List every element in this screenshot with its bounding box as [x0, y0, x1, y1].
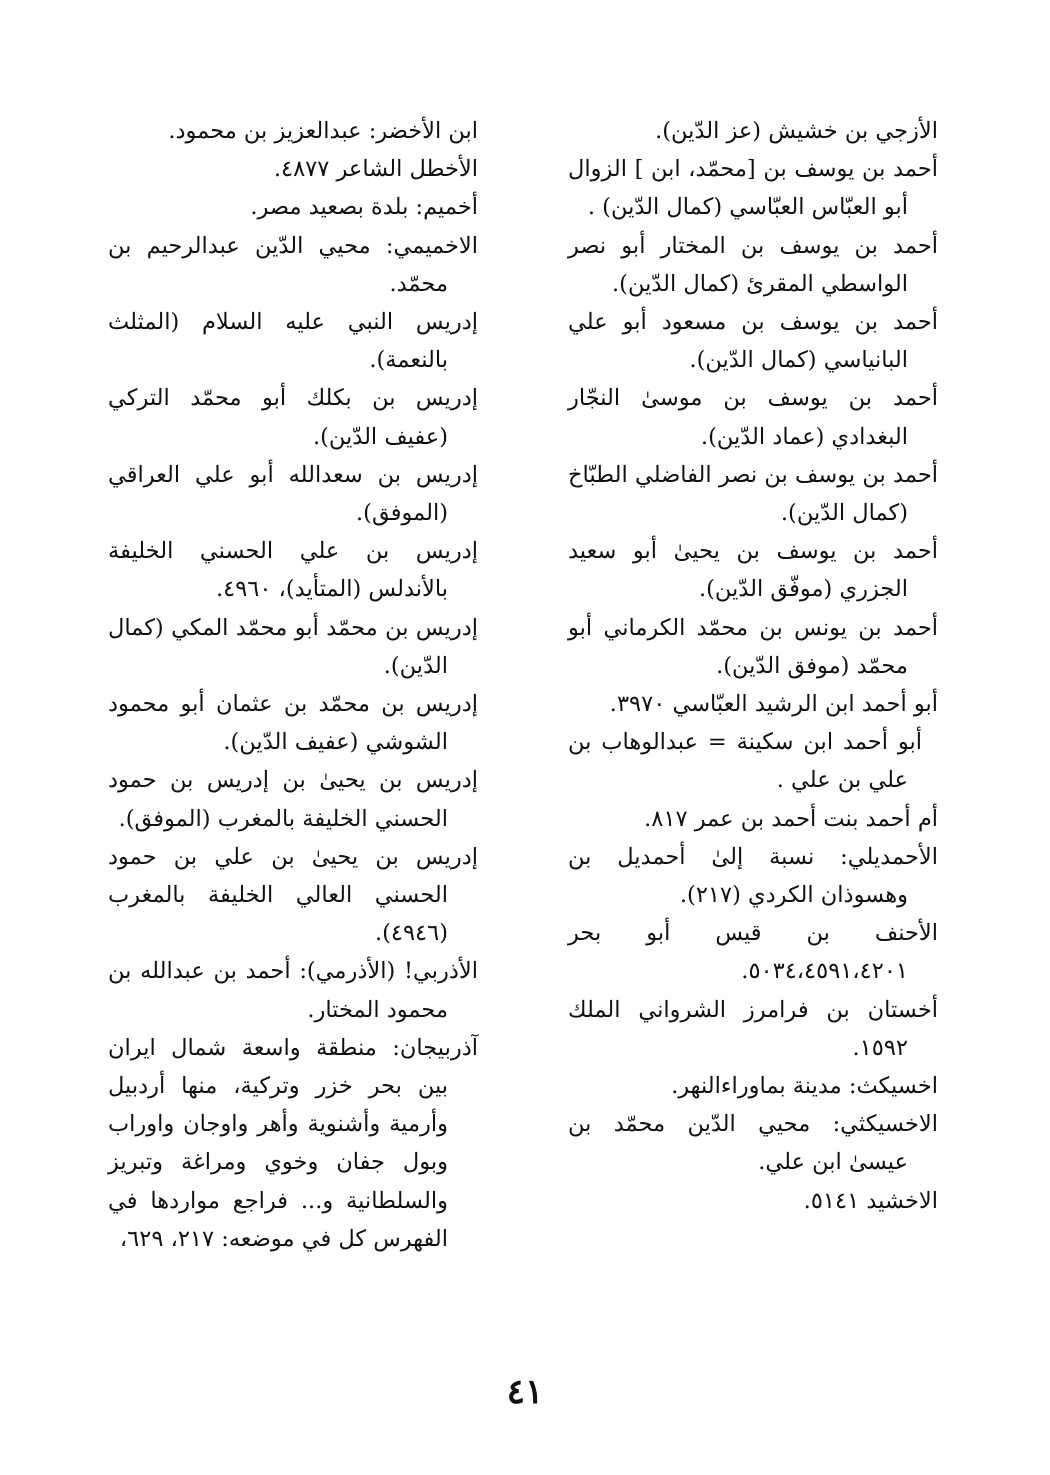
index-entry: الأخطل الشاعر ٤٨٧٧.	[273, 156, 478, 183]
index-entry: إدريس بن سعدالله أبو علي العراقي (الموفق).	[108, 461, 478, 527]
index-entry: إدريس بن يحيىٰ بن علي بن حمود الحسني العالي الخليفة بالمغرب (٤٩٤٦).	[108, 843, 478, 947]
index-entry: أبو أحمد ابن سكينة = عبدالوهاب بن علي بن علي .	[568, 729, 922, 794]
index-entry: الأذربي! (الأذرمي): أحمد بن عبدالله بن محمود المختار.	[108, 958, 478, 1023]
index-entry: إدريس بن محمّد أبو محمّد المكي (كمال الدّين).	[108, 614, 478, 679]
index-entry: الأحنف بن قيس أبو بحر ٥٠٣٤،٤٥٩١،٤٢٠١.	[568, 920, 938, 985]
index-entry: الاخشيد ٥١٤١.	[803, 1187, 938, 1214]
index-entry: ابن الأخضر: عبدالعزيز بن محمود.	[168, 118, 478, 144]
index-entry: إدريس بن علي الحسني الخليفة بالأندلس (المتأيد)، ٤٩٦٠.	[108, 538, 478, 603]
index-entry: أبو أحمد ابن الرشيد العبّاسي ٣٩٧٠.	[609, 691, 938, 718]
index-entry: أخميم: بلدة بصعيد مصر.	[250, 194, 478, 221]
index-entry: الأزجي بن خشيش (عز الدّين).	[655, 118, 938, 144]
left-column	[108, 112, 478, 1258]
page-number: ٤١	[506, 1372, 544, 1412]
right-column	[568, 112, 938, 1220]
index-entry: أحمد بن يونس بن محمّد الكرماني أبو محمّد (موفق الدّين).	[568, 614, 938, 679]
index-entry: أحمد بن يوسف بن يحيىٰ أبو سعيد الجزري (موفّق الدّين).	[568, 538, 938, 603]
index-entry: إدريس بن محمّد بن عثمان أبو محمود الشوشي (عفيف الدّين).	[108, 691, 478, 756]
index-entry: إدريس بن بكلك أبو محمّد التركي (عفيف الدّين).	[108, 385, 478, 450]
index-entry: أحمد بن يوسف بن المختار أبو نصر الواسطي المقرئ (كمال الدّين).	[568, 232, 938, 297]
index-entry: الأحمديلي: نسبة إلىٰ أحمديل بن وهسوذان الكردي (٢١٧).	[568, 843, 938, 909]
index-entry: آذربيجان: منطقة واسعة شمال ايران بين بحر خزر وتركية، منها أردبيل وأرمية وأشنوية وأهر واوجان واوراب وبول جفان وخوي ومراغة وتبريز والسلطانية و... فراجع مواردها في الفهرس كل في موضعه: ٢١٧، ٦٢٩،	[108, 1034, 478, 1252]
index-entry: اخسيكث: مدينة بماوراءالنهر.	[671, 1073, 938, 1100]
index-entry: أحمد بن يوسف بن موسىٰ النجّار البغدادي (عماد الدّين).	[568, 385, 938, 450]
index-entry: إدريس النبي عليه السلام (المثلث بالنعمة).	[108, 309, 478, 374]
index-entry: أحمد بن يوسف بن [محمّد، ابن ] الزوال أبو العبّاس العبّاسي (كمال الدّين) .	[568, 156, 938, 221]
index-entry: الاخميمي: محيي الدّين عبدالرحيم بن محمّد.	[108, 232, 478, 297]
index-entry: إدريس بن يحيىٰ بن إدريس بن حمود الحسني الخليفة بالمغرب (الموفق).	[108, 767, 478, 832]
index-entry: الاخسيكثي: محيي الدّين محمّد بن عيسىٰ ابن علي.	[568, 1111, 938, 1176]
index-entry: أحمد بن يوسف بن مسعود أبو علي البانياسي (كمال الدّين).	[568, 309, 938, 374]
index-entry: أحمد بن يوسف بن نصر الفاضلي الطبّاخ (كمال الدّين).	[568, 461, 938, 527]
index-entry: أم أحمد بنت أحمد بن عمر ٨١٧.	[644, 805, 938, 832]
index-entry: أخستان بن فرامرز الشرواني الملك ١٥٩٢.	[568, 996, 938, 1061]
